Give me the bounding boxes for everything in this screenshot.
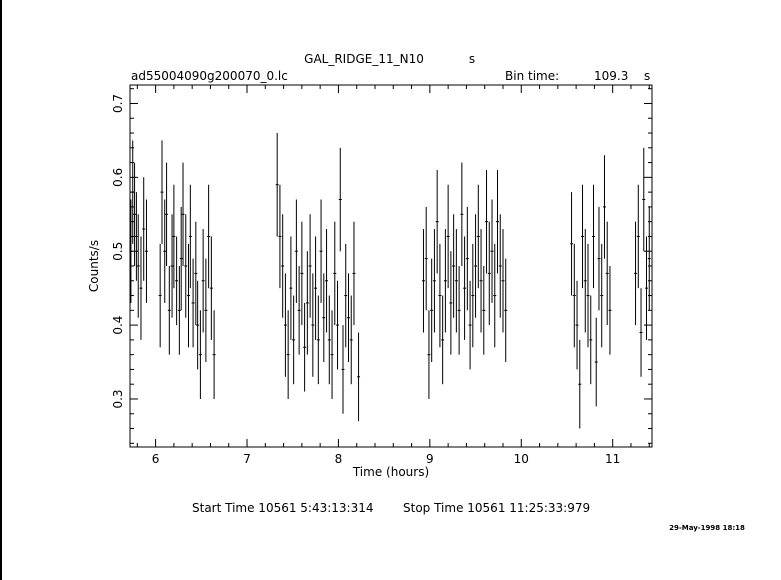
data-point <box>328 296 331 385</box>
data-point <box>648 207 651 310</box>
data-point <box>578 340 581 429</box>
data-point <box>171 214 174 317</box>
file-name: ad55004090g200070_0.lc <box>131 69 288 83</box>
data-point <box>587 244 590 347</box>
data-point <box>458 266 461 355</box>
data-point <box>496 170 499 273</box>
data-point <box>640 288 643 377</box>
axis-ticks <box>111 85 652 466</box>
data-point <box>504 259 507 362</box>
x-tick-label: 11 <box>605 452 621 466</box>
data-point <box>295 200 298 303</box>
data-point <box>178 266 181 355</box>
data-point <box>320 200 323 303</box>
data-point <box>573 244 576 347</box>
data-point <box>584 229 587 332</box>
data-point <box>477 185 480 288</box>
data-point <box>427 310 430 399</box>
data-point <box>325 229 328 332</box>
data-point <box>165 163 168 266</box>
data-point <box>438 244 441 347</box>
data-point <box>317 296 320 385</box>
object-unit: s <box>468 52 476 66</box>
data-point <box>289 236 292 339</box>
y-tick-label: 0.7 <box>111 93 125 114</box>
data-point <box>322 273 325 362</box>
data-point <box>425 207 428 310</box>
data-point <box>499 214 502 317</box>
data-point <box>160 140 163 243</box>
data-point <box>634 222 637 325</box>
data-point <box>281 214 284 317</box>
data-point <box>189 185 192 288</box>
data-point <box>278 185 281 288</box>
data-point <box>501 229 504 332</box>
data-point <box>460 163 463 266</box>
x-tick-label: 6 <box>151 452 160 466</box>
stop-time: Stop Time 10561 11:25:33:979 <box>403 501 591 515</box>
data-point <box>471 244 474 347</box>
data-point <box>145 200 148 303</box>
data-point <box>159 244 162 347</box>
data-point <box>570 192 573 295</box>
data-point <box>180 207 183 310</box>
data-point <box>493 244 496 347</box>
data-point <box>204 259 207 362</box>
data-point <box>314 236 317 339</box>
data-point <box>455 229 458 332</box>
y-tick-label: 0.6 <box>111 167 125 187</box>
data-point <box>347 273 350 362</box>
data-point <box>581 185 584 288</box>
data-point <box>139 236 142 339</box>
data-point <box>482 266 485 355</box>
data-point <box>436 170 439 273</box>
data-point <box>168 266 171 355</box>
object-name: GAL_RIDGE_11_N10 <box>304 52 424 66</box>
data-point <box>196 281 199 370</box>
data-point <box>642 148 645 251</box>
bin-time-label: Bin time: <box>505 69 560 83</box>
creation-stamp: 29-May-1998 18:18 <box>669 524 745 532</box>
data-point <box>331 310 334 399</box>
data-point <box>311 273 314 376</box>
data-point <box>488 222 491 325</box>
x-tick-label: 10 <box>513 452 529 466</box>
data-point <box>303 303 306 392</box>
data-point <box>469 281 472 370</box>
y-axis-title: Counts/s <box>87 239 101 293</box>
data-point <box>137 214 140 317</box>
data-point <box>589 296 592 385</box>
data-point <box>184 214 187 317</box>
data-point <box>210 236 213 339</box>
data-point <box>474 214 477 317</box>
data-point <box>463 236 466 339</box>
data-point <box>433 229 436 332</box>
data-point <box>576 281 579 370</box>
data-point <box>441 296 444 385</box>
bin-time-unit: s <box>644 69 651 83</box>
data-point <box>163 200 166 303</box>
data-point <box>135 192 138 281</box>
data-point <box>199 310 202 399</box>
data-point <box>645 236 648 339</box>
data-point <box>207 185 210 288</box>
data-point <box>298 266 301 355</box>
data-point <box>292 296 295 385</box>
y-tick-label: 0.3 <box>111 389 125 409</box>
data-point <box>637 185 640 288</box>
data-point <box>449 251 452 354</box>
data-point <box>444 229 447 332</box>
data-point <box>597 207 600 310</box>
data-point <box>344 244 347 347</box>
data-point <box>182 163 185 266</box>
data-point <box>603 155 606 258</box>
data-point <box>175 236 178 325</box>
data-point <box>309 214 312 317</box>
data-point <box>592 185 595 288</box>
data-point <box>213 310 216 399</box>
x-tick-label: 7 <box>243 452 251 466</box>
data-point <box>606 222 609 325</box>
data-point <box>339 148 342 251</box>
data-point <box>350 296 353 385</box>
data-point <box>485 170 488 273</box>
data-point <box>192 259 195 348</box>
data-point <box>480 229 483 332</box>
data-point <box>172 185 175 288</box>
x-axis-title: Time (hours) <box>352 465 430 479</box>
data-point <box>422 229 425 332</box>
data-point <box>342 325 345 414</box>
data-point <box>452 214 455 317</box>
data-point <box>202 229 205 332</box>
data-point <box>491 200 494 303</box>
data-point <box>600 244 603 347</box>
data-point <box>131 140 134 243</box>
data-point <box>336 281 339 370</box>
data-point <box>194 222 197 325</box>
data-point <box>466 207 469 310</box>
data-point <box>300 222 303 325</box>
data-point <box>133 163 136 266</box>
data-point <box>430 259 433 362</box>
data-point <box>142 177 145 280</box>
data-point <box>447 185 450 288</box>
x-tick-label: 8 <box>334 452 343 466</box>
data-point <box>287 310 290 399</box>
data-points <box>129 133 650 429</box>
data-point <box>306 251 309 354</box>
data-point <box>352 222 355 325</box>
data-point <box>357 332 360 421</box>
data-point <box>608 266 611 355</box>
y-tick-label: 0.5 <box>111 241 125 261</box>
data-point <box>187 244 190 347</box>
data-point <box>595 318 598 407</box>
bin-time-value: 109.3 <box>594 69 629 83</box>
start-time: Start Time 10561 5:43:13:314 <box>192 501 374 515</box>
x-tick-label: 9 <box>426 452 434 466</box>
data-point <box>284 273 287 376</box>
data-point <box>333 222 336 325</box>
data-point <box>276 133 279 236</box>
y-tick-label: 0.4 <box>111 315 125 335</box>
